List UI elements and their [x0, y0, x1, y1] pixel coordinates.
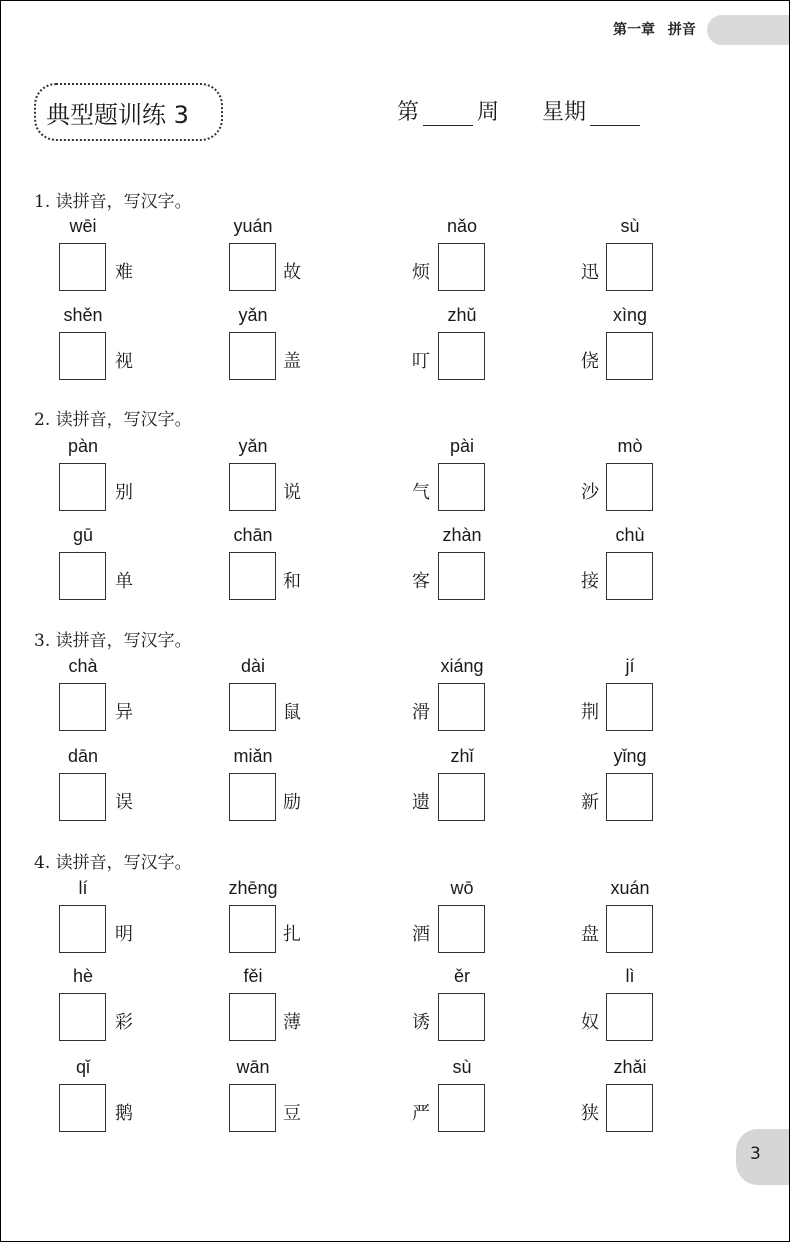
given-character: 酒: [412, 924, 430, 945]
day-label: 星期: [542, 100, 587, 125]
given-character: 狭: [581, 1103, 599, 1124]
answer-box[interactable]: [438, 332, 485, 380]
answer-box[interactable]: [606, 243, 653, 291]
given-character: 盘: [581, 924, 599, 945]
pinyin: xìng: [612, 305, 648, 325]
given-character: 薄: [283, 1012, 301, 1033]
question-title: 1. 读拼音，写汉字。: [34, 192, 192, 212]
given-character: 扎: [283, 924, 301, 945]
given-character: 遗: [412, 792, 430, 813]
given-character: 励: [283, 792, 301, 813]
pinyin: xiáng: [440, 656, 484, 676]
given-character: 异: [115, 702, 133, 723]
answer-box[interactable]: [606, 552, 653, 600]
given-character: 彩: [115, 1012, 133, 1033]
pinyin: zhàn: [442, 525, 482, 545]
pinyin: zhǔ: [447, 305, 477, 325]
answer-box[interactable]: [229, 683, 276, 731]
exercise-badge: [34, 83, 223, 141]
pinyin: qǐ: [75, 1057, 90, 1077]
answer-box[interactable]: [229, 552, 276, 600]
pinyin: zhǎi: [613, 1057, 647, 1077]
answer-box[interactable]: [229, 773, 276, 821]
answer-box[interactable]: [59, 463, 106, 511]
day-blank[interactable]: [590, 103, 640, 126]
pinyin: chān: [233, 525, 273, 545]
answer-box[interactable]: [59, 683, 106, 731]
answer-box[interactable]: [438, 1084, 485, 1132]
answer-box[interactable]: [59, 243, 106, 291]
pinyin: pàn: [67, 436, 99, 456]
answer-box[interactable]: [606, 683, 653, 731]
given-character: 明: [115, 924, 133, 945]
pinyin: hè: [72, 966, 94, 986]
given-character: 和: [283, 571, 301, 592]
given-character: 滑: [412, 702, 430, 723]
answer-box[interactable]: [438, 463, 485, 511]
given-character: 客: [412, 571, 430, 592]
answer-box[interactable]: [606, 905, 653, 953]
pinyin: chù: [615, 525, 645, 545]
answer-box[interactable]: [606, 332, 653, 380]
pinyin: mò: [617, 436, 643, 456]
pinyin: yǎn: [238, 305, 268, 325]
answer-box[interactable]: [606, 993, 653, 1041]
given-character: 难: [115, 262, 133, 283]
pinyin: lí: [78, 878, 88, 898]
week-line: [397, 95, 644, 126]
pinyin: dān: [67, 746, 99, 766]
given-character: 奴: [581, 1012, 599, 1033]
answer-box[interactable]: [606, 1084, 653, 1132]
given-character: 盖: [283, 351, 301, 372]
pinyin: shěn: [63, 305, 103, 325]
pinyin: pài: [449, 436, 475, 456]
chapter-header: 第一章 拼音: [613, 22, 696, 38]
pinyin: wō: [450, 878, 474, 898]
question-title: 2. 读拼音，写汉字。: [34, 410, 192, 430]
pinyin: wān: [236, 1057, 270, 1077]
page-number: 3: [750, 1144, 761, 1164]
given-character: 别: [115, 482, 133, 503]
pinyin: sù: [620, 216, 640, 236]
header-tab: [707, 15, 790, 45]
answer-box[interactable]: [59, 905, 106, 953]
answer-box[interactable]: [438, 683, 485, 731]
answer-box[interactable]: [438, 905, 485, 953]
given-character: 严: [412, 1103, 430, 1124]
given-character: 视: [115, 351, 133, 372]
pinyin: miǎn: [233, 746, 273, 766]
pinyin: gū: [72, 525, 94, 545]
week-prefix: 第: [397, 100, 420, 125]
answer-box[interactable]: [59, 332, 106, 380]
answer-box[interactable]: [59, 1084, 106, 1132]
answer-box[interactable]: [438, 993, 485, 1041]
pinyin: zhēng: [228, 878, 278, 898]
given-character: 鹅: [115, 1103, 133, 1124]
answer-box[interactable]: [229, 905, 276, 953]
answer-box[interactable]: [438, 773, 485, 821]
exercise-title: 典型题训练 3: [46, 101, 189, 129]
answer-box[interactable]: [229, 1084, 276, 1132]
given-character: 侥: [581, 351, 599, 372]
given-character: 接: [581, 571, 599, 592]
pinyin: chà: [68, 656, 98, 676]
pinyin: dài: [240, 656, 266, 676]
answer-box[interactable]: [438, 243, 485, 291]
answer-box[interactable]: [438, 552, 485, 600]
pinyin: yǐng: [613, 746, 647, 766]
given-character: 鼠: [283, 702, 301, 723]
answer-box[interactable]: [59, 993, 106, 1041]
pinyin: yuán: [233, 216, 273, 236]
given-character: 荆: [581, 702, 599, 723]
question-title: 4. 读拼音，写汉字。: [34, 853, 192, 873]
pinyin: xuán: [610, 878, 650, 898]
answer-box[interactable]: [59, 552, 106, 600]
pinyin: yǎn: [238, 436, 268, 456]
pinyin: sù: [452, 1057, 472, 1077]
pinyin: jí: [625, 656, 635, 676]
pinyin: nǎo: [446, 216, 478, 236]
pinyin: lì: [625, 966, 635, 986]
pinyin: fěi: [243, 966, 263, 986]
given-character: 烦: [412, 262, 430, 283]
given-character: 豆: [283, 1103, 301, 1124]
given-character: 新: [581, 792, 599, 813]
page-number-tab: [736, 1129, 790, 1185]
week-label: 周: [477, 100, 500, 125]
question-title: 3. 读拼音，写汉字。: [34, 631, 192, 651]
week-blank[interactable]: [423, 103, 473, 126]
given-character: 说: [283, 482, 301, 503]
given-character: 迅: [581, 262, 599, 283]
answer-box[interactable]: [59, 773, 106, 821]
answer-box[interactable]: [229, 463, 276, 511]
given-character: 沙: [581, 482, 599, 503]
answer-box[interactable]: [229, 993, 276, 1041]
answer-box[interactable]: [606, 773, 653, 821]
answer-box[interactable]: [229, 332, 276, 380]
pinyin: zhǐ: [450, 746, 474, 766]
given-character: 叮: [412, 351, 430, 372]
given-character: 故: [283, 262, 301, 283]
given-character: 误: [115, 792, 133, 813]
given-character: 气: [412, 482, 430, 503]
answer-box[interactable]: [229, 243, 276, 291]
answer-box[interactable]: [606, 463, 653, 511]
given-character: 诱: [412, 1012, 430, 1033]
pinyin: wēi: [69, 216, 97, 236]
given-character: 单: [115, 571, 133, 592]
pinyin: ěr: [453, 966, 470, 986]
